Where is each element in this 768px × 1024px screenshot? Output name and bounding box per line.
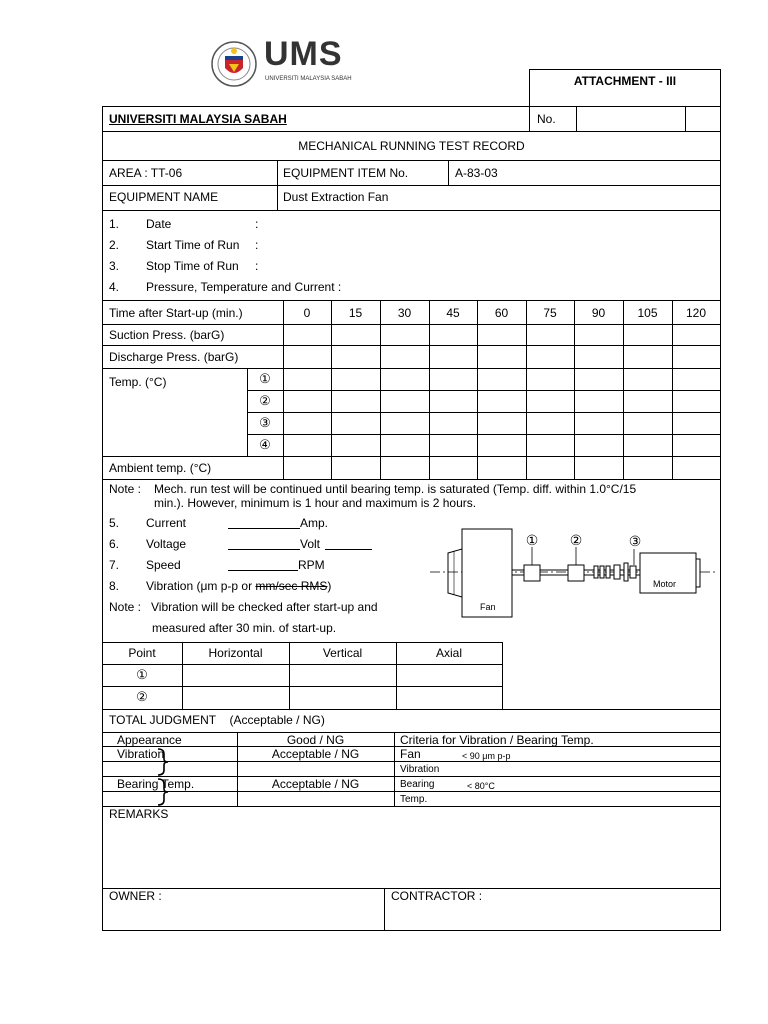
temp-point-2: ② [259, 393, 271, 408]
note-line-1: Mech. run test will be continued until bearing temp. is saturated (Temp. diff. within 1.0°C/15 [154, 482, 637, 496]
university-logo [210, 40, 258, 88]
no-field[interactable] [577, 107, 684, 130]
appearance-label: Appearance [117, 733, 182, 747]
equipment-name-value: Dust Extraction Fan [283, 190, 389, 204]
vib-header-vertical: Vertical [322, 646, 363, 660]
bearing-acceptable[interactable]: Acceptable / NG [271, 777, 360, 791]
item-number: 1. [109, 217, 120, 231]
motor-label: Motor [653, 579, 677, 589]
temp-label: Temp. (°C) [109, 375, 167, 389]
voltage-label: Voltage [146, 537, 187, 551]
good-ng-label: Good / NG [286, 733, 345, 747]
item-label-start-time: Start Time of Run [146, 238, 240, 252]
note2-label: Note : [109, 600, 142, 614]
total-judgment-options: (Acceptable / NG) [229, 713, 325, 727]
voltage-input-2[interactable] [325, 538, 372, 550]
suction-label: Suction Press. (barG) [109, 328, 225, 342]
time-header: 30 [397, 306, 412, 320]
discharge-label: Discharge Press. (barG) [109, 350, 239, 364]
item-colon: : [255, 259, 259, 273]
university-name: UNIVERSITI MALAYSIA SABAH [109, 112, 287, 126]
equipment-item-value: A-83-03 [455, 166, 498, 180]
time-header: 45 [446, 306, 460, 320]
form-title: MECHANICAL RUNNING TEST RECORD [298, 139, 525, 153]
vibration-close: ) [327, 579, 332, 593]
equipment-item-label: EQUIPMENT ITEM No. [283, 166, 409, 180]
vib-header-point: Point [128, 646, 156, 660]
time-header: 90 [591, 306, 606, 320]
vibration-judgment-label: Vibration [117, 747, 165, 761]
logo-wordmark: UMS [264, 35, 343, 73]
temp-point-4: ④ [259, 437, 271, 452]
temp-criteria-label: Temp. [400, 794, 428, 805]
criteria-header: Criteria for Vibration / Bearing Temp. [400, 733, 594, 747]
no-label: No. [537, 112, 556, 126]
current-unit: Amp. [300, 516, 329, 530]
vibration-struck-unit: mm/sec RMS [255, 579, 328, 593]
time-header: 120 [685, 306, 707, 320]
voltage-input[interactable] [228, 538, 300, 550]
contractor-label: CONTRACTOR : [391, 889, 483, 903]
note-label: Note : [109, 482, 142, 496]
current-label: Current [146, 516, 187, 530]
attachment-label: ATTACHMENT - III [573, 74, 677, 88]
time-header: 0 [303, 306, 311, 320]
item-label-date: Date [146, 217, 172, 231]
item-label-stop-time: Stop Time of Run [146, 259, 239, 273]
time-header: 15 [348, 306, 363, 320]
measure-number: 8. [109, 579, 120, 593]
fan-criteria-label: Fan [400, 747, 421, 761]
diagram-point-1: ① [525, 532, 539, 548]
crest-icon [210, 40, 258, 88]
item-label-pressure: Pressure, Temperature and Current : [146, 280, 342, 294]
fan-criteria-limit: < 90 μm p-p [462, 751, 511, 761]
speed-unit: RPM [298, 558, 325, 572]
item-number: 2. [109, 238, 120, 252]
vib-point-2: ② [136, 689, 148, 704]
item-number: 4. [109, 280, 120, 294]
ambient-label: Ambient temp. (°C) [109, 461, 212, 475]
vibration-acceptable[interactable]: Acceptable / NG [271, 747, 360, 761]
total-judgment-label [109, 713, 325, 727]
note2-line-1: Vibration will be checked after start-up and [151, 600, 378, 614]
grid-header-label: Time after Start-up (min.) [109, 306, 243, 320]
bearing-temp-judgment-label: Bearing Temp. [117, 777, 195, 791]
remarks-field[interactable] [103, 822, 719, 887]
vib-header-horizontal: Horizontal [208, 646, 263, 660]
brace-icon [156, 778, 170, 809]
voltage-unit: Volt [300, 537, 321, 551]
owner-label: OWNER : [109, 889, 162, 903]
diagram-point-2: ② [569, 532, 583, 548]
logo-subtitle: UNIVERSITI MALAYSIA SABAH [265, 76, 352, 82]
measure-number: 6. [109, 537, 120, 551]
item-colon: : [255, 238, 259, 252]
vibration-line [146, 579, 331, 593]
time-header: 105 [637, 306, 658, 320]
brace-icon [156, 748, 170, 779]
temp-point-1: ① [259, 371, 271, 386]
vibration-label: Vibration (μm p-p or [146, 579, 253, 593]
item-colon: : [255, 217, 259, 231]
current-input[interactable] [228, 517, 300, 529]
fan-label: Fan [480, 602, 496, 612]
measure-number: 5. [109, 516, 120, 530]
remarks-label: REMARKS [109, 807, 169, 821]
measure-number: 7. [109, 558, 120, 572]
bearing-criteria-label: Bearing [400, 779, 435, 790]
vib-header-axial: Axial [435, 646, 462, 660]
time-header: 75 [543, 306, 557, 320]
speed-label: Speed [146, 558, 181, 572]
equipment-name-label: EQUIPMENT NAME [109, 190, 219, 204]
total-judgment-text: TOTAL JUDGMENT [109, 713, 217, 727]
note2-line-2: measured after 30 min. of start-up. [152, 621, 337, 635]
speed-input[interactable] [228, 559, 298, 571]
area-label: AREA : TT-06 [109, 166, 183, 180]
vibration-criteria-label: Vibration [400, 764, 440, 775]
temp-point-3: ③ [259, 415, 271, 430]
vib-point-1: ① [136, 667, 148, 682]
bearing-criteria-limit: < 80°C [467, 781, 495, 791]
note-line-2: min.). However, minimum is 1 hour and maximum is 2 hours. [154, 496, 477, 510]
diagram-point-3: ③ [628, 533, 642, 549]
time-header: 60 [494, 306, 509, 320]
item-number: 3. [109, 259, 120, 273]
